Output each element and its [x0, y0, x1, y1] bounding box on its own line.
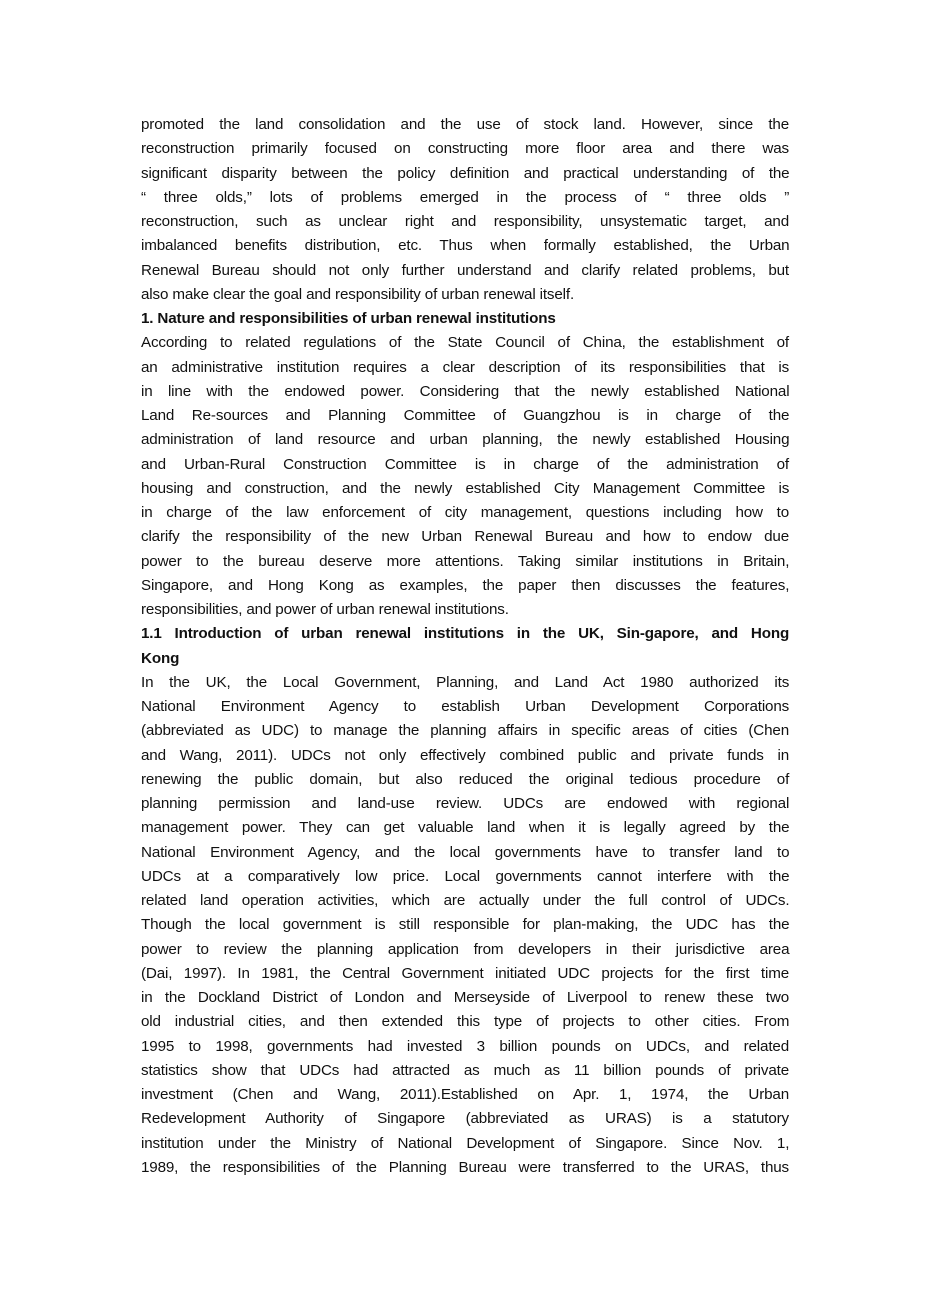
text-line: Land Re-sources and Planning Committee of Guangzhou is in charge of the: [141, 407, 790, 424]
paragraph-three-olds-reconstruction: [141, 113, 789, 307]
text-line: National Environment Agency, and the local governments have to transfer land to: [141, 843, 790, 861]
text-line: and Urban-Rural Construction Committee is in charge of the administration of: [141, 455, 789, 473]
text-line: statistics show that UDCs had attracted as much as 11 billion pounds of private: [141, 1061, 789, 1079]
text-line: power to review the planning application from developers in their jurisdictive area: [141, 940, 790, 958]
text-line: promoted the land consolidation and the use of stock land. However, since the: [141, 116, 789, 133]
heading-line: Kong: [141, 649, 180, 667]
text-line: UDCs at a comparatively low price. Local governments cannot interfere with the: [141, 867, 790, 885]
text-line: in charge of the law enforcement of city management, questions including how to: [141, 504, 789, 521]
paragraph-uk-singapore-institutions: [141, 671, 789, 1180]
text-line: (Dai, 1997). In 1981, the Central Government initiated UDC projects for the first time: [141, 964, 789, 982]
heading-line: 1. Nature and responsibilities of urban renewal institutions: [141, 310, 556, 327]
text-line: reconstruction primarily focused on constructing more floor area and there was: [141, 140, 789, 158]
text-line: In the UK, the Local Government, Planning, and Land Act 1980 authorized its: [141, 673, 790, 691]
text-line: housing and construction, and the newly established City Management Committee is: [141, 479, 790, 497]
text-line: power to the bureau deserve more attentions. Taking similar institutions in Britain,: [141, 552, 790, 570]
text-line: Singapore, and Hong Kong as examples, the paper then discusses the features,: [141, 576, 790, 594]
text-line: Renewal Bureau should not only further understand and clarify related problems, but: [141, 261, 789, 279]
text-line: administration of land resource and urban planning, the newly established Housing: [141, 431, 790, 449]
text-line: in the Dockland District of London and Merseyside of Liverpool to renew these two: [141, 989, 789, 1006]
section-heading-1-1: [141, 622, 789, 671]
text-line: According to related regulations of the State Council of China, the establishment of: [141, 334, 789, 352]
text-line: imbalanced benefits distribution, etc. Thus when formally established, the Urban: [141, 237, 790, 255]
text-line: in line with the endowed power. Considering that the newly established National: [141, 382, 790, 400]
text-line: an administrative institution requires a clear description of its responsibilities that is: [141, 358, 790, 376]
text-line: 1995 to 1998, governments had invested 3 billion pounds on UDCs, and related: [141, 1037, 789, 1055]
text-line: significant disparity between the policy definition and practical understanding of the: [141, 164, 790, 182]
text-line: planning permission and land-use review. UDCs are endowed with regional: [141, 795, 790, 812]
text-line: institution under the Ministry of National Development of Singapore. Since Nov. 1,: [141, 1134, 790, 1152]
text-line: and Wang, 2011). UDCs not only effectively combined public and private funds in: [141, 746, 789, 764]
text-line: investment (Chen and Wang, 2011).Established on Apr. 1, 1974, the Urban: [141, 1086, 789, 1103]
text-line: (abbreviated as UDC) to manage the planning affairs in specific areas of cities (Chen: [141, 722, 789, 740]
text-line: clarify the responsibility of the new Urban Renewal Bureau and how to endow due: [141, 528, 789, 546]
text-line: National Environment Agency to establish Urban Development Corporations: [141, 698, 790, 715]
text-line: “ three olds,” lots of problems emerged in the process of “ three olds ”: [141, 188, 790, 206]
text-line: management power. They can get valuable land when it is legally agreed by the: [141, 819, 790, 837]
heading-line: 1.1 Introduction of urban renewal institutions in the UK, Sin-gapore, and Hong: [141, 625, 790, 643]
text-line: related land operation activities, which are actually under the full control of UDCs.: [141, 892, 790, 909]
section-heading-1: [141, 307, 789, 331]
text-line: reconstruction, such as unclear right and responsibility, unsystematic target, and: [141, 213, 790, 230]
document-page: [141, 113, 789, 1180]
paragraph-institution-responsibilities: [141, 331, 789, 622]
text-line: old industrial cities, and then extended this type of projects to other cities. From: [141, 1013, 790, 1031]
text-line: also make clear the goal and responsibility of urban renewal itself.: [141, 285, 575, 303]
text-line: Though the local government is still responsible for plan-making, the UDC has the: [141, 916, 790, 934]
text-line: 1989, the responsibilities of the Planning Bureau were transferred to the URAS, thus: [141, 1158, 789, 1176]
text-line: renewing the public domain, but also reduced the original tedious procedure of: [141, 770, 790, 788]
text-line: Redevelopment Authority of Singapore (abbreviated as URAS) is a statutory: [141, 1110, 789, 1128]
text-line: responsibilities, and power of urban renewal institutions.: [141, 601, 509, 618]
